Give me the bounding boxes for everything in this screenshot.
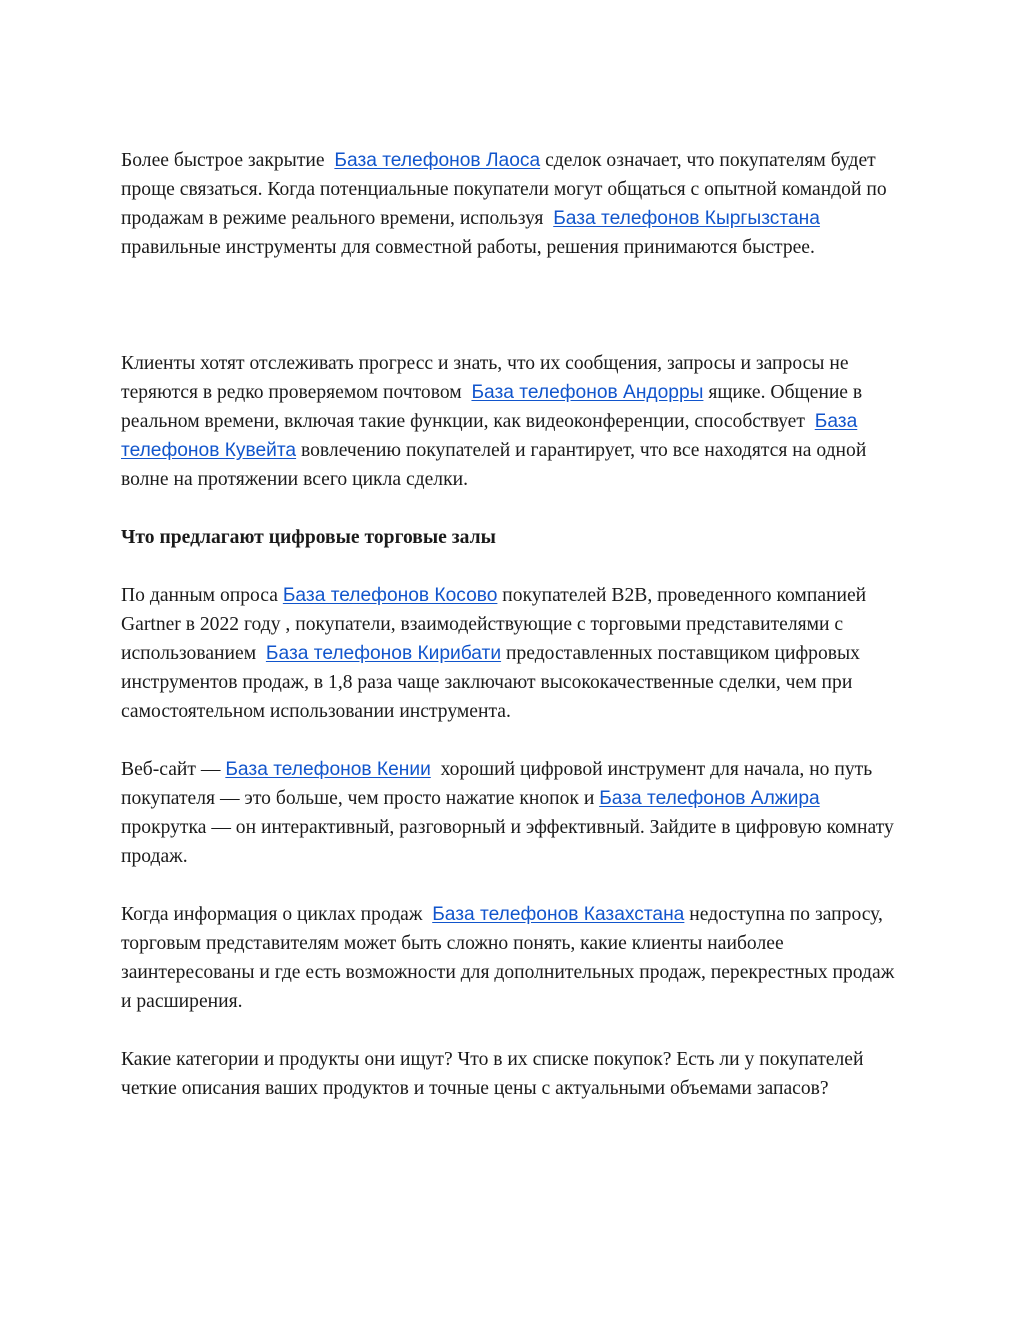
paragraph-text: сделок означает, что покупателям будет проще связаться. Когда потенциальные покупатели могут общаться с опытной командой по продажам в режиме реального времени, используя — [121, 150, 892, 229]
paragraph-text: хороший цифровой инструмент для начала, но путь покупателя — это больше, чем просто нажатие кнопок и — [121, 759, 878, 809]
paragraph-text: предоставленных поставщиком цифровых инструментов продаж, в 1,8 раза чаще заключают высококачественные сделки, чем при самостоятельном использовании инструмента. — [121, 643, 865, 722]
paragraph-text: Когда информация о циклах продаж — [121, 904, 433, 925]
paragraph-sales-cycles — [121, 900, 906, 1016]
link-kosovo-phone-base[interactable]: База телефонов Косово — [282, 585, 498, 606]
paragraph-clients-track — [121, 349, 906, 494]
paragraph-gartner-survey — [121, 581, 906, 726]
link-kyrgyzstan-phone-base[interactable]: База телефонов Кыргызстана — [553, 208, 820, 229]
document-page — [121, 146, 906, 1103]
paragraph-text: вовлечению покупателей и гарантирует, что все находятся на одной волне на протяжении всего цикла сделки. — [121, 440, 872, 490]
paragraph-text: По данным опроса — [121, 585, 283, 606]
spacer — [121, 320, 906, 349]
paragraph-text: прокрутка — он интерактивный, разговорный и эффективный. Зайдите в цифровую комнату продаж. — [121, 788, 899, 867]
paragraph-text: правильные инструменты для совместной работы, решения принимаются быстрее. — [121, 208, 830, 258]
paragraph-text: Более быстрое закрытие — [121, 150, 335, 171]
paragraph-text: Какие категории и продукты они ищут? Что в их списке покупок? Есть ли у покупателей четкие описания ваших продуктов и точные цены с актуальными объемами запасов? — [121, 1049, 864, 1099]
link-algeria-phone-base[interactable]: База телефонов Алжира — [599, 788, 820, 809]
spacer — [121, 262, 906, 320]
spacer — [121, 494, 906, 523]
paragraph-text: покупателей B2B, проведенного компанией Gartner в 2022 году , покупатели, взаимодействующие с торговыми представителями с использованием — [121, 585, 872, 664]
spacer — [121, 552, 906, 581]
link-kenya-phone-base[interactable]: База телефонов Кении — [225, 759, 431, 780]
spacer — [121, 871, 906, 900]
paragraph-questions — [121, 1045, 906, 1103]
link-kiribati-phone-base[interactable]: База телефонов Кирибати — [265, 643, 502, 664]
spacer — [121, 726, 906, 755]
paragraph-fast-closing — [121, 146, 906, 262]
link-kazakhstan-phone-base[interactable]: База телефонов Казахстана — [432, 904, 685, 925]
link-andorra-phone-base[interactable]: База телефонов Андорры — [471, 382, 704, 403]
paragraph-text: недоступна по запросу, торговым представителям может быть сложно понять, какие клиенты наиболее заинтересованы и где есть возможности для дополнительных продаж, перекрестных продаж и расширения. — [121, 904, 900, 1012]
paragraph-text: Клиенты хотят отслеживать прогресс и знать, что их сообщения, запросы и запросы не теряются в редко проверяемом почтовом — [121, 353, 854, 403]
link-kuwait-phone-base[interactable]: База телефонов Кувейта — [121, 411, 858, 461]
section-heading: Что предлагают цифровые торговые залы — [121, 527, 496, 548]
paragraph-website-tool — [121, 755, 906, 871]
link-laos-phone-base[interactable]: База телефонов Лаоса — [334, 150, 541, 171]
paragraph-text: Веб-сайт — — [121, 759, 226, 780]
spacer — [121, 1016, 906, 1045]
paragraph-text: ящике. Общение в реальном времени, включая такие функции, как видеоконференции, способствует — [121, 382, 868, 432]
